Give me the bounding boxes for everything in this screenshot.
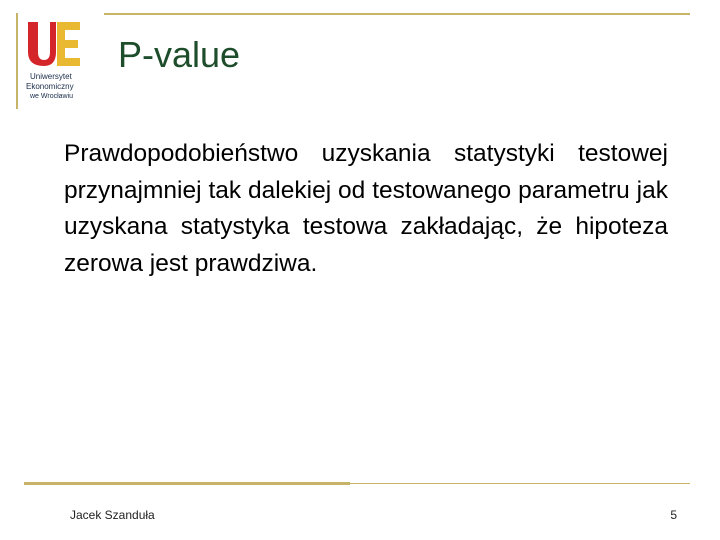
logo-line-3: we Wrocławiu <box>30 93 74 100</box>
logo-line-1: Uniwersytet <box>30 72 72 81</box>
footer-author: Jacek Szanduła <box>70 508 155 522</box>
footer-divider-accent <box>24 482 350 485</box>
slide-title: P-value <box>118 34 241 75</box>
logo-caption <box>22 72 92 102</box>
page-number: 5 <box>670 508 677 522</box>
slide-body-text: Prawdopodobieństwo uzyskania statystyki testowej przynajmniej tak dalekiej od testowanego parametru jak uzyskana statystyka testowa zakładając, że hipoteza zerowa jest prawdziwa. <box>64 140 668 277</box>
top-divider <box>104 13 690 15</box>
left-divider <box>16 13 18 109</box>
university-logo <box>22 18 92 110</box>
ue-logo-icon <box>26 18 82 70</box>
logo-line-2: Ekonomiczny <box>26 82 74 91</box>
